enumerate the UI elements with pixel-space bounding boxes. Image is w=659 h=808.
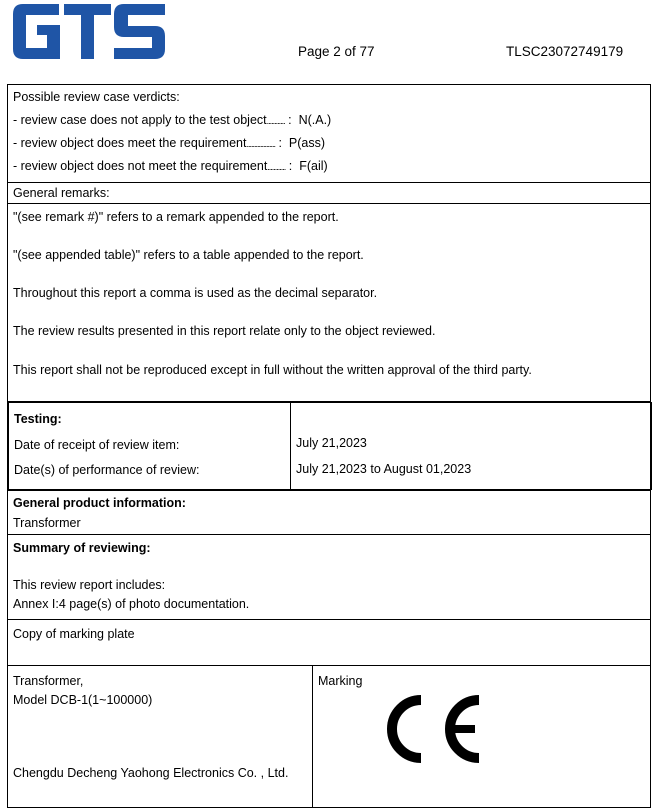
verdict-dots: ...................	[246, 139, 275, 149]
page-number: Page 2 of 77	[298, 44, 375, 59]
remark-line: "(see appended table)" refers to a table appended to the report.	[13, 248, 364, 262]
verdict-colon: :	[288, 159, 293, 173]
product-value: Transformer	[13, 516, 81, 530]
testing-title: Testing:	[14, 412, 62, 426]
summary-line: Annex I:4 page(s) of photo documentation.	[13, 597, 250, 611]
verdict-dots: ............	[266, 116, 285, 126]
verdict-colon: :	[288, 113, 292, 127]
plate-model: Model DCB-1(1~100000)	[13, 693, 153, 707]
plate-product: Transformer,	[13, 674, 84, 688]
verdict-text: - review case does not apply to the test object	[13, 113, 267, 127]
product-section	[8, 491, 651, 535]
plate-manufacturer: Chengdu Decheng Yaohong Electronics Co. , Ltd.	[13, 766, 289, 780]
report-table	[7, 84, 651, 808]
remark-line: This report shall not be reproduced except in full without the written approval of the third party.	[13, 363, 532, 377]
remark-line: Throughout this report a comma is used as the decimal separator.	[13, 286, 378, 300]
verdict-value: F(ail)	[299, 159, 328, 173]
product-title: General product information:	[13, 496, 186, 510]
verdicts-title: Possible review case verdicts:	[13, 90, 180, 104]
marking-plate-title: Copy of marking plate	[13, 627, 135, 641]
report-number: TLSC23072749179	[506, 44, 624, 59]
verdict-item	[13, 159, 645, 177]
ce-mark	[375, 694, 485, 768]
verdict-item	[13, 113, 645, 136]
summary-title: Summary of reviewing:	[13, 541, 151, 555]
verdict-value: N(.A.)	[298, 113, 332, 127]
summary-section	[8, 535, 651, 620]
summary-line: This review report includes:	[13, 578, 166, 592]
verdict-text: - review object does meet the requirement	[13, 136, 247, 150]
remark-line: The review results presented in this report relate only to the object reviewed.	[13, 324, 436, 338]
testing-table	[8, 402, 652, 490]
remark-line: "(see remark #)" refers to a remark appended to the report.	[13, 210, 339, 224]
verdict-item	[13, 136, 645, 159]
remarks-title: General remarks:	[13, 186, 110, 200]
marking-plate-row	[8, 666, 651, 808]
receipt-label: Date of receipt of review item:	[14, 438, 180, 452]
verdict-text: - review object does not meet the requirement	[13, 159, 268, 173]
ce-mark-icon	[375, 694, 485, 764]
verdicts-section	[8, 85, 651, 183]
remarks-body-row	[8, 204, 651, 402]
marking-plate-title-row	[8, 620, 651, 666]
testing-section	[8, 402, 651, 491]
gts-logo-graphic	[13, 4, 165, 60]
receipt-value: July 21,2023	[296, 436, 367, 450]
verdict-dots: ............	[267, 162, 286, 172]
verdict-colon: :	[278, 136, 282, 150]
gts-logo	[13, 4, 165, 63]
verdict-value: P(ass)	[288, 136, 326, 150]
page-header	[0, 0, 659, 66]
performance-value: July 21,2023 to August 01,2023	[296, 462, 472, 476]
remarks-title-row	[8, 183, 651, 204]
performance-label: Date(s) of performance of review:	[14, 463, 200, 477]
marking-label: Marking	[318, 674, 363, 688]
